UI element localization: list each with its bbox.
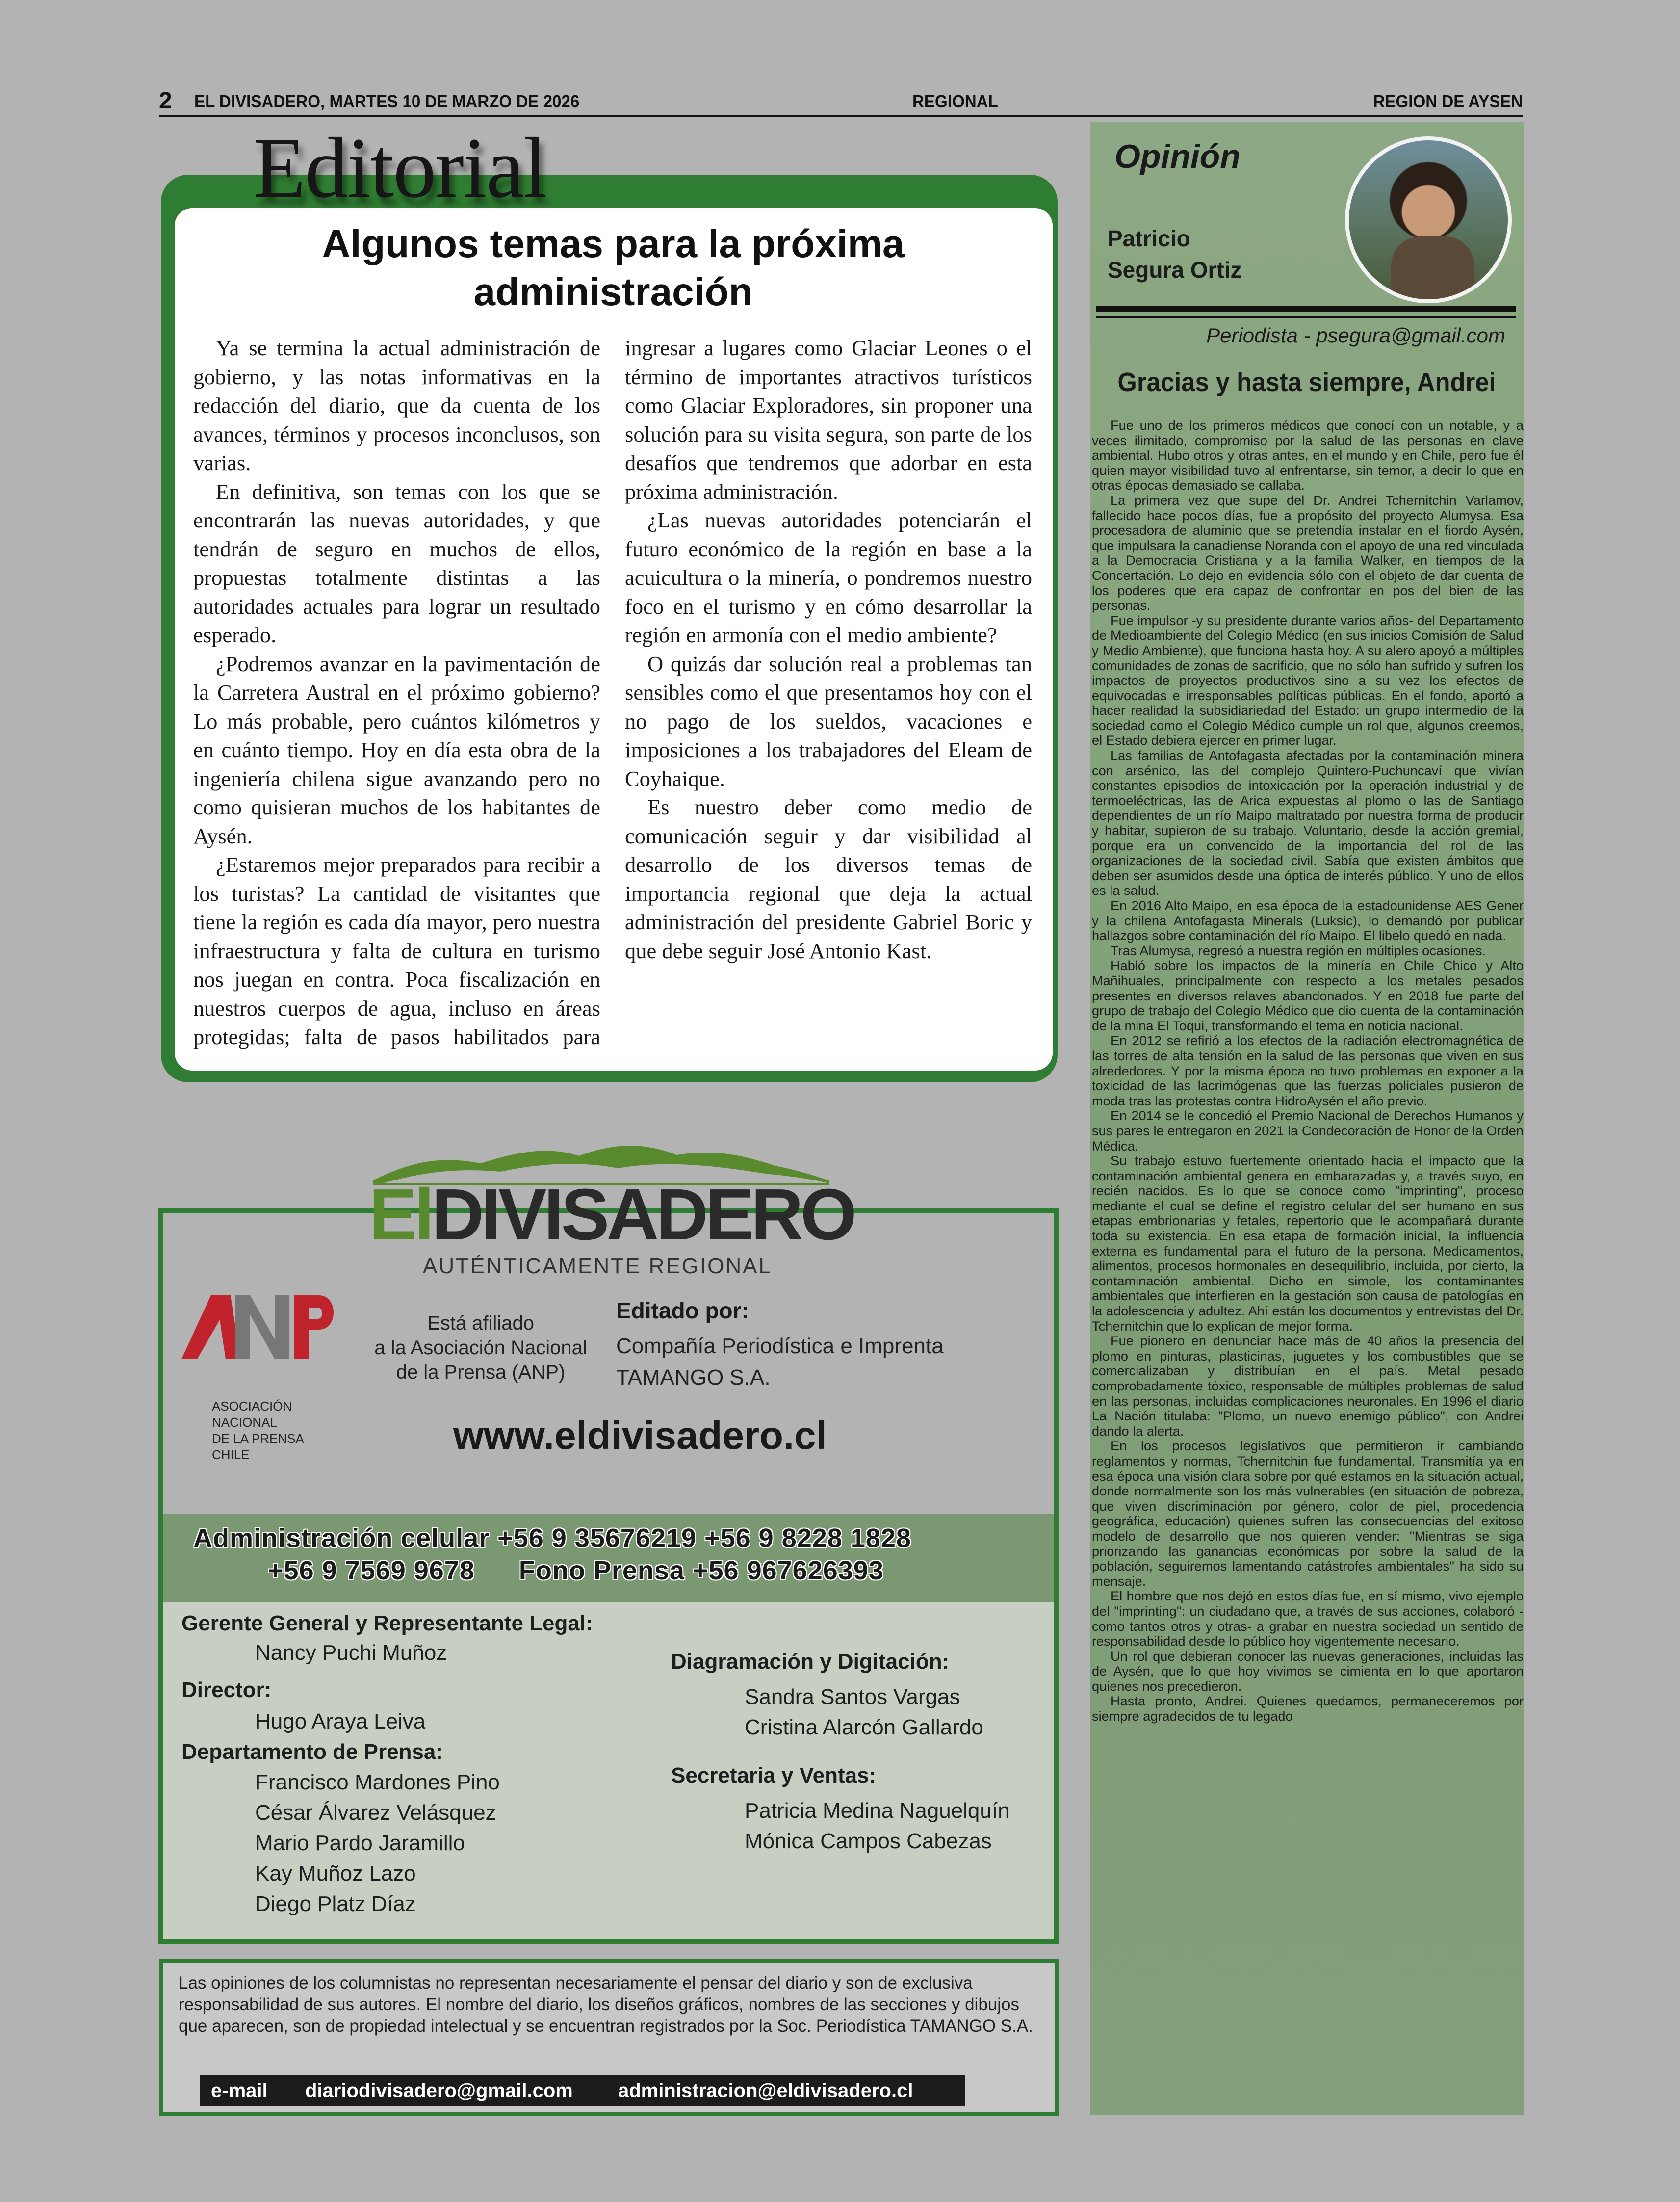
gerente-label: Gerente General y Representante Legal: <box>181 1611 593 1635</box>
staff-name: Cristina Alarcón Gallardo <box>745 1715 983 1739</box>
anp-logo <box>177 1290 338 1364</box>
author-email: Periodista - psegura@gmail.com <box>1206 324 1505 347</box>
staff-name: Mónica Campos Cabezas <box>745 1829 992 1853</box>
opinion-paragraph: Fue uno de los primeros médicos que conocí con un notable, y a veces ilimitado, compromiso por la salud de las personas en clave ambiental. Hubo otros y otras antes, en el mundo y en Chile, pero fue él quien mayor visibilidad tuvo al enfrentarse, sin temor, a decir lo que en otras épocas demasiado se callaba. <box>1092 418 1524 493</box>
opinion-paragraph: Su trabajo estuvo fuertemente orientado hacia el impacto que la contaminación ambiental genera en embarazadas y, a través suyo, en recién nacidos. Es lo que se conoce como "imprinting", proceso mediante el cual se define el registro celular del ser humano en sus etapas embrionarias y fetales, repertorio que le acompañará durante toda su existencia. En esa etapa de formación inicial, la influencia externa es fundamental para el futuro de la persona. Medicamentos, alimentos, procesos hormonales en desequilibrio, incluida, por cierto, la contaminación ambiental. Dicho en simple, los contaminantes ambientales que interfieren en la gestación son causa de patologías en la adolescencia y adultez. Ahí están los documentos y entrevistas del Dr. Tchernitchin que lo explican de mejor forma. <box>1092 1153 1524 1334</box>
email-link[interactable]: administracion@eldivisadero.cl <box>618 2080 913 2101</box>
disclaimer-text: Las opiniones de los columnistas no representan necesariamente el pensar del diario y son de exclusiva responsabilidad de sus autores. El nombre del diario, los diseños gráficos, nombres de las secciones y dibujos que aparecen, son de propiedad intelectual y se encuentran registrados por la Soc. Periodística TAMANGO S.A. <box>179 1973 1033 2036</box>
staff-name: César Álvarez Velásquez <box>255 1801 496 1825</box>
section-name: REGIONAL <box>912 91 998 111</box>
ventas-label: Secretaria y Ventas: <box>671 1763 877 1787</box>
region-name: REGION DE AYSEN <box>1373 91 1523 111</box>
editorial-label: Editorial <box>253 120 546 216</box>
editorial-paragraph: ¿Podremos avanzar en la pavimentación de la Carretera Austral en el próximo gobierno? Lo más probable, pero cuántos kilómetros y en cuánto tiempo. Hoy en día esta obra de la ingeniería chilena sigue avanzando pero no como quisieran muchos de los habitantes de Aysén. <box>193 651 600 848</box>
director-name: Hugo Araya Leiva <box>255 1709 426 1733</box>
affiliation-note: Está afiliado a la Asociación Nacional de la Prensa (ANP) <box>374 1312 587 1383</box>
editorial-title: Algunos temas para la próxima administración <box>322 222 905 314</box>
author-photo <box>1345 136 1512 303</box>
editorial-paragraph: En definitiva, son temas con los que se encontrarán las nuevas autoridades, y que tendrán de seguro en muchos de ellos, propuestas totalmente distintas a las autoridades actuales para lograr un resultado esperado. <box>193 479 600 647</box>
staff-name: Diego Platz Díaz <box>255 1892 416 1916</box>
opinion-paragraph: Las familias de Antofagasta afectadas por la contaminación minera con arsénico, las del complejo Quintero-Puchuncaví que vivían constantes episodios de intoxicación por la operación industrial y de termoeléctricas, las de Arica expuestas al plomo o las de Santiago dependientes de un río Maipo maltratado por nuestra forma de producir y habitar, supieron de su trabajo. Voluntario, desde la acción gremial, porque era un convencido de la importancia del rol de las organizaciones de la sociedad civil. Sabía que existen ámbitos que deben ser asumidos desde una óptica de interés público. Y uno de ellos es la salud. <box>1092 748 1524 898</box>
editorial-paragraph: Es nuestro deber como medio de comunicación seguir y dar visibilidad al desarrollo de los diversos temas de importancia regional que deja la actual administración del presidente Gabriel Boric y que debe seguir José Antonio Kast. <box>625 795 1032 963</box>
editorial-paragraph: O quizás dar solución real a problemas tan sensibles como el que presentamos hoy con el no pago de los sueldos, vacaciones e imposiciones a los trabajadores del Eleam de Coyhaique. <box>625 651 1032 791</box>
author-name <box>1108 223 1242 286</box>
opinion-paragraph: En 2014 se le concedió el Premio Nacional de Derechos Humanos y sus pares le entregaron en 2021 la Condecoración de Honor de la Orden Médica. <box>1092 1108 1524 1153</box>
editorial-paragraph: ¿Las nuevas autoridades potenciarán el futuro económico de la región en base a la acuicultura o la minería, o pondremos nuestro foco en el turismo y en cómo desarrollar la región en armonía con el medio ambiente? <box>625 508 1032 647</box>
divider <box>1096 316 1516 318</box>
email-label: e-mail <box>211 2080 268 2101</box>
diagramacion-label: Diagramación y Digitación: <box>671 1650 950 1674</box>
opinion-paragraph: En 2012 se refirió a los efectos de la radiación electromagnética de las torres de alta tensión en la salud de las personas que viven en sus alrededores. Y por la misma época no tuvo problemas en exponer a la toxicidad de las lacrimógenas que las fuerzas policiales pusieron de moda tras las protestas contra HidroAysén el año previo. <box>1092 1033 1524 1108</box>
opinion-paragraph: Hasta pronto, Andrei. Quienes quedamos, permaneceremos por siempre agradecidos de tu legado <box>1092 1693 1524 1724</box>
editorial-paragraph: ¿Estaremos mejor preparados para recibir a los turistas? La cantidad de visitantes que tiene la región es cada día mayor, pero nuestra infraestructura y falta de cultura en turismo nos juegan en contra. Poca fiscalización en nuestros cuerpos de agua, incluso en áreas protegidas; falta de pasos habilitados para ingresar a lugares como Glaciar Leones o el término de importantes atractivos turísticos como Glaciar Exploradores, sin proponer una solución para su visita segura, son parte de los desafíos que tendremos que adorbar en esta próxima administración. <box>193 336 1032 1049</box>
opinion-paragraph: Fue pionero en denunciar hace más de 40 años la presencia del plomo en pinturas, plasticinas, juguetes y los combustibles que se comercializaban y distribuían en el país. Metal pesado comprobadamente tóxico, responsable de múltiples problemas de salud en las personas, incluidas complicaciones neuronales. En 1996 el diario La Nación titulaba: "Plomo, un nuevo enemigo público", con Andrei dando la alerta. <box>1092 1333 1524 1439</box>
paper-date: EL DIVISADERO, MARTES 10 DE MARZO DE 2026 <box>194 91 580 111</box>
admin-phones: Administración celular +56 9 35676219 +56 9 8228 1828 <box>193 1523 911 1553</box>
opinion-paragraph: En los procesos legislativos que permitieron ir cambiando reglamentos y normas, Tchernitchin fue fundamental. Transmitía ya en esa época una visión clara sobre por qué estamos en la situación actual, donde normalmente son los más vulnerables (en situación de pobreza, que viven discriminación por género, color de piel, procedencia geográfica, educación) quienes sufren las consecuencias del exitoso modelo de desarrollo que nos quieren vender: "Mientras se siga priorizando las ganancias económicas por sobre la salud de la población, seguiremos lamentando catástrofes ambientales" ha sido su mensaje. <box>1092 1438 1524 1589</box>
opinion-body <box>1092 418 1524 2116</box>
prensa-label: Departamento de Prensa: <box>181 1740 443 1764</box>
email-link[interactable]: diariodivisadero@gmail.com <box>305 2080 573 2101</box>
press-phones: +56 9 7569 9678 Fono Prensa +56 967626393 <box>268 1556 884 1585</box>
divider <box>1096 306 1516 312</box>
logo-tagline: AUTÉNTICAMENTE REGIONAL <box>423 1254 772 1278</box>
staff-name: Sandra Santos Vargas <box>745 1685 960 1709</box>
opinion-paragraph: El hombre que nos dejó en estos días fue, en sí mismo, vivo ejemplo del "imprinting": un ciudadano que, a través de sus acciones, colaboró -como tantos otros y otras- a grabar en nuestra sociedad un sentido de responsabilidad desde lo público hoy vigentemente necesario. <box>1092 1588 1524 1649</box>
author-first-name: Patricio <box>1108 226 1190 251</box>
opinion-paragraph: La primera vez que supe del Dr. Andrei Tchernitchin Varlamov, fallecido hace pocos días, fue a propósito del proyecto Alumysa. Esa procesadora de aluminio que se pretendía instalar en el fiordo Aysén, que impulsara la canadiense Noranda con el apoyo de una red vinculada a la Democracia Cristiana y a la familia Walker, en tiempos de la Concertación. Lo dejo en evidencia sólo con el objeto de dar cuenta de los poderes que era capaz de confrontar en pos del bien de las personas. <box>1092 492 1524 613</box>
editorial-body <box>193 334 1032 1062</box>
opinion-label: Opinión <box>1114 138 1241 175</box>
author-last-name: Segura Ortiz <box>1108 257 1242 283</box>
page-number: 2 <box>159 88 172 114</box>
anp-name: ASOCIACIÓN NACIONAL DE LA PRENSA CHILE <box>212 1399 304 1462</box>
opinion-paragraph: Habló sobre los impactos de la minería en Chile Chico y Alto Mañihuales, principalmente con respecto a los metales pesados presentes en diversos relaves abandonados. Y en 2018 fue parte del grupo de trabajo del Colegio Médico que dio cuenta de la contaminación de la mina El Toqui, transformando el tema en noticia nacional. <box>1092 958 1524 1033</box>
opinion-paragraph: Tras Alumysa, regresó a nuestra región en múltiples ocasiones. <box>1111 943 1486 958</box>
opinion-paragraph: Un rol que debieran conocer las nuevas generaciones, incluidas las de Aysén, que lo que hoy vivimos se cimienta en lo que aportaron quienes nos precedieron. <box>1092 1648 1524 1694</box>
opinion-title: Gracias y hasta siempre, Andrei <box>1117 367 1496 397</box>
newspaper-logo: ElDIVISADERO <box>369 1174 854 1255</box>
gerente-name: Nancy Puchi Muñoz <box>255 1641 447 1665</box>
publisher-name: Compañía Periodística e Imprenta TAMANGO S.A. <box>616 1334 944 1389</box>
staff-name: Kay Muñoz Lazo <box>255 1861 416 1886</box>
staff-name: Francisco Mardones Pino <box>255 1770 500 1794</box>
email-bar <box>200 2075 965 2106</box>
editorial-paragraph: Ya se termina la actual administración de gobierno, y las notas informativas en la redacción del diario, que da cuenta de los avances, términos y procesos inconclusos, son varias. <box>193 336 600 475</box>
edited-by-label: Editado por: <box>616 1298 749 1323</box>
page-header <box>159 87 1523 117</box>
staff-name: Patricia Medina Naguelquín <box>745 1799 1010 1823</box>
opinion-paragraph: Fue impulsor -y su presidente durante varios años- del Departamento de Medioambiente del Colegio Médico (en sus inicios Comisión de Salud y Medio Ambiente), que funciona hasta hoy. A su alero apoyó a múltiples comunidades de zonas de sacrificio, que no sólo han sufrido y sufren los impactos de proyectos productivos sino a su vez los efectos de equivocadas e irresponsables políticas públicas. En el fondo, aportó a hacer realidad la subsidiariedad del Estado: un grupo intermedio de la sociedad como el Colegio Médico cumple un rol que, algunos creemos, el Estado debiera ejercer en primer lugar. <box>1092 612 1524 748</box>
staff-name: Mario Pardo Jaramillo <box>255 1831 465 1855</box>
opinion-paragraph: En 2016 Alto Maipo, en esa época de la estadounidense AES Gener y la chilena Antofagasta Minerals (Luksic), lo demandó por publicar hallazgos sobre contaminación del río Maipo. El libelo quedó en nada. <box>1092 898 1524 944</box>
director-label: Director: <box>181 1678 272 1702</box>
website-link[interactable]: www.eldivisadero.cl <box>453 1414 827 1457</box>
